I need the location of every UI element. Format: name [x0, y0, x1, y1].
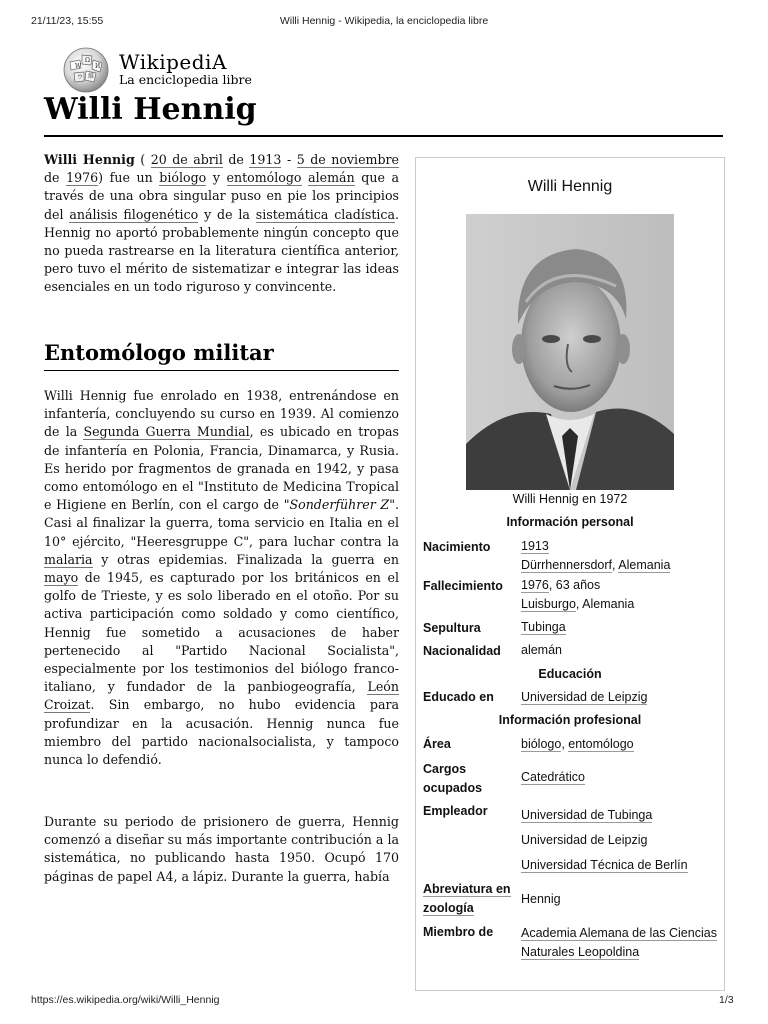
link-sistematica-cladistica[interactable]: sistemática cladística [255, 206, 395, 222]
value-fallecimiento: 1976, 63 años Luisburgo, Alemania [521, 578, 635, 611]
link-catedratico[interactable]: Catedrático [521, 770, 585, 784]
photo-caption: Willi Hennig en 1972 [512, 492, 628, 506]
portrait-photo[interactable] [466, 214, 674, 490]
svg-text:W: W [75, 63, 82, 70]
link-fallecimiento-year[interactable]: 1976 [521, 578, 549, 592]
link-leon-croizat[interactable]: León Croizat [44, 679, 399, 713]
link-segunda-guerra-mundial[interactable]: Segunda Guerra Mundial [83, 424, 250, 440]
link-entomologo[interactable]: entomólogo [226, 170, 302, 186]
value-sepultura [521, 618, 721, 637]
page-title: Willi Hennig [44, 92, 257, 127]
link-analisis-filogenetico[interactable]: análisis filogenético [69, 206, 199, 222]
link-biologo[interactable]: biólogo [159, 170, 207, 186]
section-heading-entomologo-militar: Entomólogo militar [44, 340, 274, 365]
link-universidad-tecnica-berlin[interactable]: Universidad Técnica de Berlín [521, 858, 688, 872]
value-nacionalidad: alemán [521, 643, 562, 657]
link-luisburgo[interactable]: Luisburgo [521, 597, 576, 611]
label-sepultura: Sepultura [423, 621, 481, 635]
link-area-biologo[interactable]: biólogo [521, 737, 562, 751]
value-area: biólogo, entomólogo [521, 737, 634, 751]
value-cargos [521, 768, 721, 787]
label-cargos-ocupados: Cargos ocupados [423, 762, 483, 795]
link-universidad-leipzig[interactable]: Universidad de Leipzig [521, 690, 648, 704]
label-abreviatura-zoologia [423, 880, 523, 918]
label-educado-en: Educado en [423, 690, 494, 704]
label-empleador: Empleador [423, 804, 488, 818]
value-educado-en [521, 688, 721, 707]
link-tubinga[interactable]: Tubinga [521, 620, 566, 634]
section-paragraph-2: Durante su periodo de prisionero de guerra, Hennig comenzó a diseñar su más importante contribución a la sistemática, no publicando hasta 1950. Ocupó 170 páginas de papel A4, a lápiz. Durante la guerra, había [44, 814, 399, 884]
link-birth-date[interactable]: 20 de abril [150, 152, 223, 167]
svg-text:И: И [95, 63, 101, 70]
link-malaria[interactable]: malaria [44, 551, 93, 567]
intro-name: Willi Hennig [44, 152, 135, 167]
link-aleman[interactable]: alemán [308, 170, 355, 186]
title-divider [44, 135, 723, 137]
value-nacimiento: 1913 Dürrhennersdorf, Alemania [521, 539, 671, 572]
print-page-count: 1/3 [719, 994, 734, 1006]
link-durrhennersdorf[interactable]: Dürrhennersdorf [521, 558, 613, 572]
value-abreviatura: Hennig [521, 892, 561, 906]
wikipedia-wordmark[interactable]: WikipediA [119, 50, 227, 74]
value-empleador [521, 803, 721, 878]
wikipedia-globe-icon[interactable] [62, 46, 110, 94]
label-area: Área [423, 737, 451, 751]
link-abreviatura-zoologia[interactable]: Abreviatura en zoología [423, 882, 511, 915]
link-universidad-tubinga[interactable]: Universidad de Tubinga [521, 808, 653, 822]
label-miembro-de: Miembro de [423, 925, 494, 939]
infobox [415, 157, 725, 991]
link-alemania[interactable]: Alemania [618, 558, 671, 572]
print-page-title: Willi Hennig - Wikipedia, la enciclopedia libre [279, 15, 489, 27]
link-area-entomologo[interactable]: entomólogo [568, 737, 634, 751]
print-url: https://es.wikipedia.org/wiki/Willi_Hennig [31, 994, 220, 1006]
label-fallecimiento: Fallecimiento [423, 579, 503, 593]
link-birth-year[interactable]: 1913 [249, 152, 282, 167]
infobox-title: Willi Hennig [527, 178, 613, 195]
svg-text:Ω: Ω [85, 57, 90, 64]
wikipedia-tagline: La enciclopedia libre [119, 72, 252, 87]
link-mayo[interactable]: mayo [44, 570, 79, 586]
value-miembro [521, 924, 721, 962]
infobox-section-educacion: Educación [538, 667, 602, 681]
infobox-section-personal: Información personal [506, 515, 634, 529]
svg-text:維: 維 [88, 73, 95, 80]
section-paragraph-1: Willi Hennig fue enrolado en 1938, entrenándose en infantería, concluyendo su curso en 1939. Al comienzo de la Segunda Guerra Mundial, es ubicado en tropas de infantería en Polonia, Francia, Dinamarca, y Rusia. Es herido por fragmentos de granada en 1942, y pasa como entomólogo en el "Instituto de Medicina Tropical e Higiene en Berlín, con el cargo de "Sonderführer Z". Casi al finalizar la guerra, toma servicio en Italia en el 10° ejército, "Heeresgruppe C", para luchar contra la malaria y otras epidemias. Finalizada la guerra en mayo de 1945, es capturado por los británicos en el golfo de Trieste, y es solo liberado en el otoño. Por su activa participación como soldado y como científico, Hennig fue sometido a acusaciones de haber pertenecido al "Partido Nacional Socialista", especialmente por los testimonios del biólogo franco-italiano, y fundador de la panbiogeografía, León Croizat. Sin embargo, no hubo evidencia para profundizar en la acusación. Hennig nunca fue miembro del partido nacionalsocialista, y tampoco nunca lo defendió. [44, 388, 400, 768]
print-datetime: 21/11/23, 15:55 [31, 15, 104, 27]
link-nacimiento-year[interactable]: 1913 [521, 539, 549, 553]
intro-paragraph: Willi Hennig ( 20 de abril de 1913 - 5 de noviembre de 1976) fue un biólogo y entomólogo alemán que a través de una obra singular puso en pie los principios del análisis filogenético y de la sistemática cladística. Hennig no aportó probablemente ningún concepto que no pueda rastrearse en la literatura científica anterior, pero tuvo el mérito de sistematizar e integrar las ideas esenciales en un todo riguroso y convincente. [44, 152, 400, 295]
link-death-date[interactable]: 5 de noviembre [296, 152, 400, 167]
link-death-year[interactable]: 1976 [66, 170, 99, 186]
section-divider [44, 370, 399, 371]
svg-text:ウ: ウ [77, 74, 84, 81]
label-nacimiento: Nacimiento [423, 540, 491, 554]
link-academia-leopoldina[interactable]: Academia Alemana de las Ciencias Naturales Leopoldina [521, 926, 717, 959]
employer-universidad-leipzig[interactable]: Universidad de Leipzig [521, 833, 648, 847]
infobox-section-profesional: Información profesional [498, 713, 642, 727]
label-nacionalidad: Nacionalidad [423, 644, 501, 658]
